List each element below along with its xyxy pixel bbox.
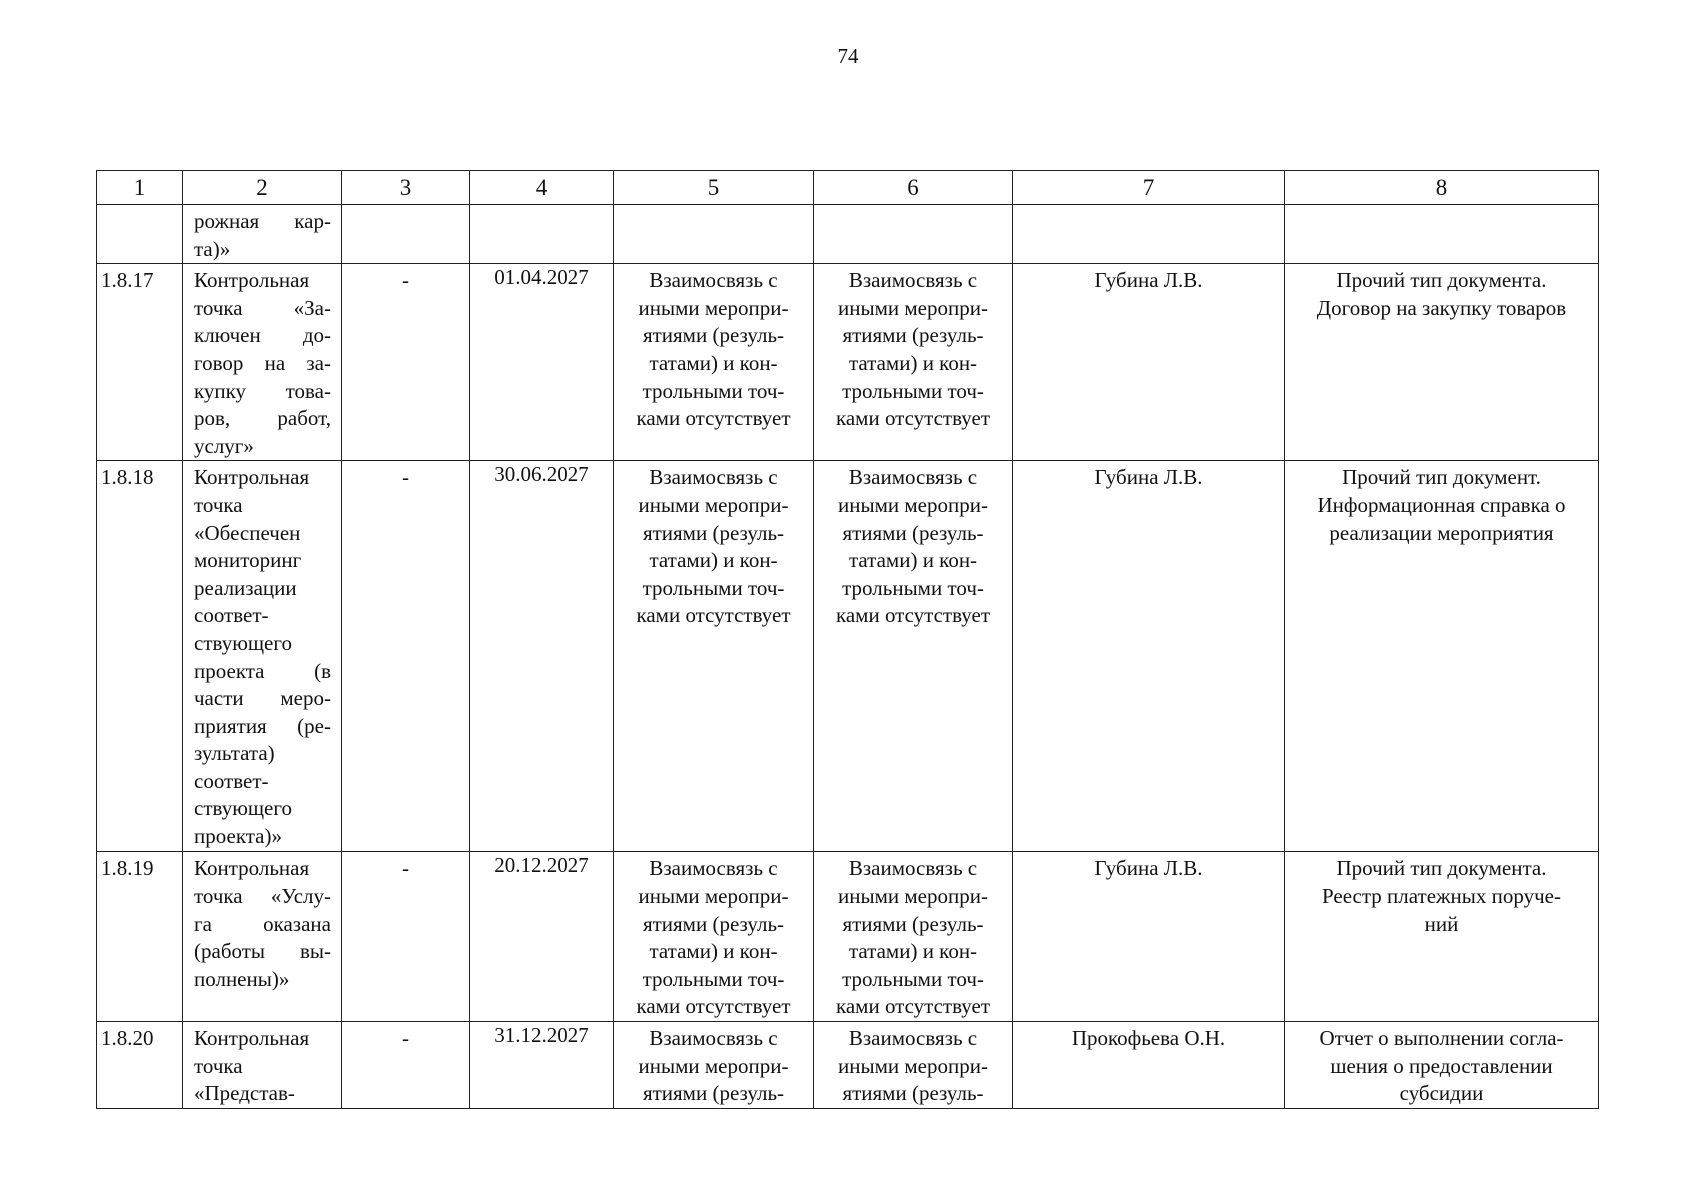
cell-responsible — [1013, 205, 1285, 264]
cell-text-line: ятиями (резуль- — [642, 1081, 785, 1106]
cell-date: 01.04.2027 — [470, 264, 614, 461]
cell-text-line: ятиями (резуль- — [642, 911, 785, 936]
cell-text-line: купку това- — [194, 378, 331, 403]
cell-text-line: Взаимосвязь с — [649, 856, 778, 881]
cell-date: 20.12.2027 — [470, 852, 614, 1022]
cell-col3 — [342, 205, 470, 264]
cell-text-line: Взаимосвязь с — [649, 465, 778, 490]
cell-text-line: ками отсутствует — [636, 603, 791, 628]
cell-date: 30.06.2027 — [470, 461, 614, 852]
cell-text-line: Реестр платежных поруче- — [1321, 883, 1561, 908]
cell-text-line: татами) и кон- — [649, 939, 778, 964]
cell-text-line: зультата) — [194, 741, 275, 766]
cell-num — [97, 205, 183, 264]
cell-text-line: реализации мероприятия — [1329, 520, 1554, 545]
cell-text-line: Взаимосвязь с — [649, 1025, 778, 1050]
cell-text-line: точка «Услу- — [194, 883, 331, 908]
cell-date — [470, 205, 614, 264]
cell-col3: - — [342, 852, 470, 1022]
cell-text-line: «Обеспечен — [194, 520, 301, 545]
cell-text-line: Информационная справка о — [1317, 492, 1566, 517]
cell-document — [1285, 205, 1599, 264]
cell-text-line: ятиями (резуль- — [642, 323, 785, 348]
cell-text-line: точка — [194, 492, 243, 517]
cell-text-line: татами) и кон- — [649, 548, 778, 573]
cell-text-line: Контрольная — [194, 465, 310, 490]
cell-text-line: проекта)» — [194, 824, 282, 849]
cell-document — [1285, 852, 1599, 1022]
cell-text-line: ками отсутствует — [636, 994, 791, 1019]
cell-col5 — [614, 852, 814, 1022]
header-col-8: 8 — [1285, 171, 1599, 205]
cell-text-line: ками отсутствует — [835, 994, 991, 1019]
cell-col3: - — [342, 264, 470, 461]
cell-responsible: Прокофьева О.Н. — [1013, 1021, 1285, 1108]
cell-text-line: Контрольная — [194, 268, 310, 293]
cell-text-line: трольными точ- — [842, 378, 984, 403]
cell-col3: - — [342, 461, 470, 852]
cell-name — [183, 852, 342, 1022]
cell-text-line: субсидии — [1399, 1081, 1484, 1106]
cell-col6 — [814, 1021, 1013, 1108]
cell-text-line: трольными точ- — [642, 378, 785, 403]
header-col-3: 3 — [342, 171, 470, 205]
cell-responsible: Губина Л.В. — [1013, 852, 1285, 1022]
table-row — [97, 461, 1599, 852]
cell-col6 — [814, 852, 1013, 1022]
cell-text-line: точка — [194, 1053, 243, 1078]
cell-text-line: приятия (ре- — [194, 713, 331, 738]
cell-text-line: га оказана — [194, 911, 331, 936]
cell-document — [1285, 264, 1599, 461]
cell-date: 31.12.2027 — [470, 1021, 614, 1108]
cell-text-line: Отчет о выполнении согла- — [1319, 1025, 1564, 1050]
page-number: 74 — [837, 44, 859, 68]
cell-text-line: татами) и кон- — [848, 939, 978, 964]
cell-text-line: ятиями (резуль- — [642, 520, 785, 545]
cell-text-line: Взаимосвязь с — [848, 1025, 978, 1050]
cell-text-line: татами) и кон- — [649, 350, 778, 375]
cell-name — [183, 461, 342, 852]
cell-text-line: Взаимосвязь с — [649, 268, 778, 293]
cell-text-line: «Представ- — [194, 1081, 295, 1106]
table-row — [97, 264, 1599, 461]
table-header-row — [97, 171, 1599, 205]
header-col-2: 2 — [183, 171, 342, 205]
cell-responsible: Губина Л.В. — [1013, 264, 1285, 461]
cell-text-line: иными меропри- — [838, 1053, 988, 1078]
table-row — [97, 1021, 1599, 1108]
cell-responsible: Губина Л.В. — [1013, 461, 1285, 852]
cell-text-line: ствующего — [194, 796, 292, 821]
cell-text-line: Прочий тип документ. — [1342, 465, 1541, 490]
cell-document — [1285, 1021, 1599, 1108]
cell-text-line: ров, работ, — [194, 406, 331, 431]
cell-text-line: рожная кар- — [194, 209, 331, 233]
cell-text-line: иными меропри- — [638, 1053, 789, 1078]
cell-text-line: ствующего — [194, 630, 292, 655]
cell-text-line: трольными точ- — [642, 966, 785, 991]
cell-text-line: реализации — [194, 575, 297, 600]
cell-text-line: татами) и кон- — [848, 350, 978, 375]
cell-text-line: Взаимосвязь с — [848, 856, 978, 881]
cell-name — [183, 1021, 342, 1108]
header-col-1: 1 — [97, 171, 183, 205]
cell-col3: - — [342, 1021, 470, 1108]
cell-text-line: мониторинг — [194, 548, 302, 573]
cell-text-line: соответ- — [194, 768, 269, 793]
cell-text-line: ключен до- — [194, 323, 331, 348]
cell-text-line: ятиями (резуль- — [842, 1081, 984, 1106]
cell-text-line: шения о предоставлении — [1330, 1053, 1553, 1078]
cell-text-line: говор на за- — [194, 350, 331, 375]
cell-text-line: части меро- — [194, 686, 331, 711]
cell-text-line: трольными точ- — [842, 966, 984, 991]
cell-text-line: проекта (в — [194, 658, 331, 683]
cell-col6 — [814, 461, 1013, 852]
cell-text-line: полнены)» — [194, 966, 290, 991]
cell-text-line: иными меропри- — [638, 295, 789, 320]
cell-num: 1.8.20 — [97, 1021, 183, 1108]
cell-text-line: ятиями (резуль- — [842, 323, 984, 348]
cell-name — [183, 264, 342, 461]
cell-col5 — [614, 264, 814, 461]
cell-text-line: ками отсутствует — [835, 603, 991, 628]
control-points-table — [96, 170, 1599, 1109]
header-col-6: 6 — [814, 171, 1013, 205]
header-col-4: 4 — [470, 171, 614, 205]
header-col-7: 7 — [1013, 171, 1285, 205]
cell-col5 — [614, 1021, 814, 1108]
cell-text-line: татами) и кон- — [848, 548, 978, 573]
cell-text-line: иными меропри- — [838, 883, 988, 908]
cell-text-line: трольными точ- — [642, 575, 785, 600]
cell-col5 — [614, 461, 814, 852]
cell-text-line: ятиями (резуль- — [842, 520, 984, 545]
cell-text-line: иными меропри- — [838, 295, 988, 320]
cell-text-line: иными меропри- — [638, 883, 789, 908]
cell-text-line: Взаимосвязь с — [848, 268, 978, 293]
cell-col6 — [814, 264, 1013, 461]
cell-text-line: ками отсутствует — [835, 406, 991, 431]
table-row — [97, 852, 1599, 1022]
cell-text-line: Прочий тип документа. — [1336, 856, 1547, 881]
cell-text-line: та)» — [194, 236, 231, 261]
cell-text-line: Взаимосвязь с — [848, 465, 978, 490]
cell-text-line: ками отсутствует — [636, 406, 791, 431]
cell-text-line: иными меропри- — [638, 492, 789, 517]
cell-name — [183, 205, 342, 264]
cell-num: 1.8.17 — [97, 264, 183, 461]
cell-text-line: Контрольная — [194, 856, 310, 881]
cell-text-line: соответ- — [194, 603, 269, 628]
cell-num: 1.8.18 — [97, 461, 183, 852]
cell-text-line: иными меропри- — [838, 492, 988, 517]
cell-text-line: трольными точ- — [842, 575, 984, 600]
cell-text-line: ятиями (резуль- — [842, 911, 984, 936]
cell-text-line: Контрольная — [194, 1025, 310, 1050]
header-col-5: 5 — [614, 171, 814, 205]
cell-text-line: Договор на закупку товаров — [1316, 295, 1567, 320]
cell-num: 1.8.19 — [97, 852, 183, 1022]
table-row-continuation — [97, 205, 1599, 264]
cell-text-line: точка «За- — [194, 295, 331, 320]
cell-text-line: (работы вы- — [194, 939, 331, 964]
cell-col6 — [814, 205, 1013, 264]
cell-text-line: услуг» — [194, 433, 254, 458]
cell-document — [1285, 461, 1599, 852]
cell-col5 — [614, 205, 814, 264]
cell-text-line: ний — [1424, 911, 1459, 936]
cell-text-line: Прочий тип документа. — [1336, 268, 1547, 293]
